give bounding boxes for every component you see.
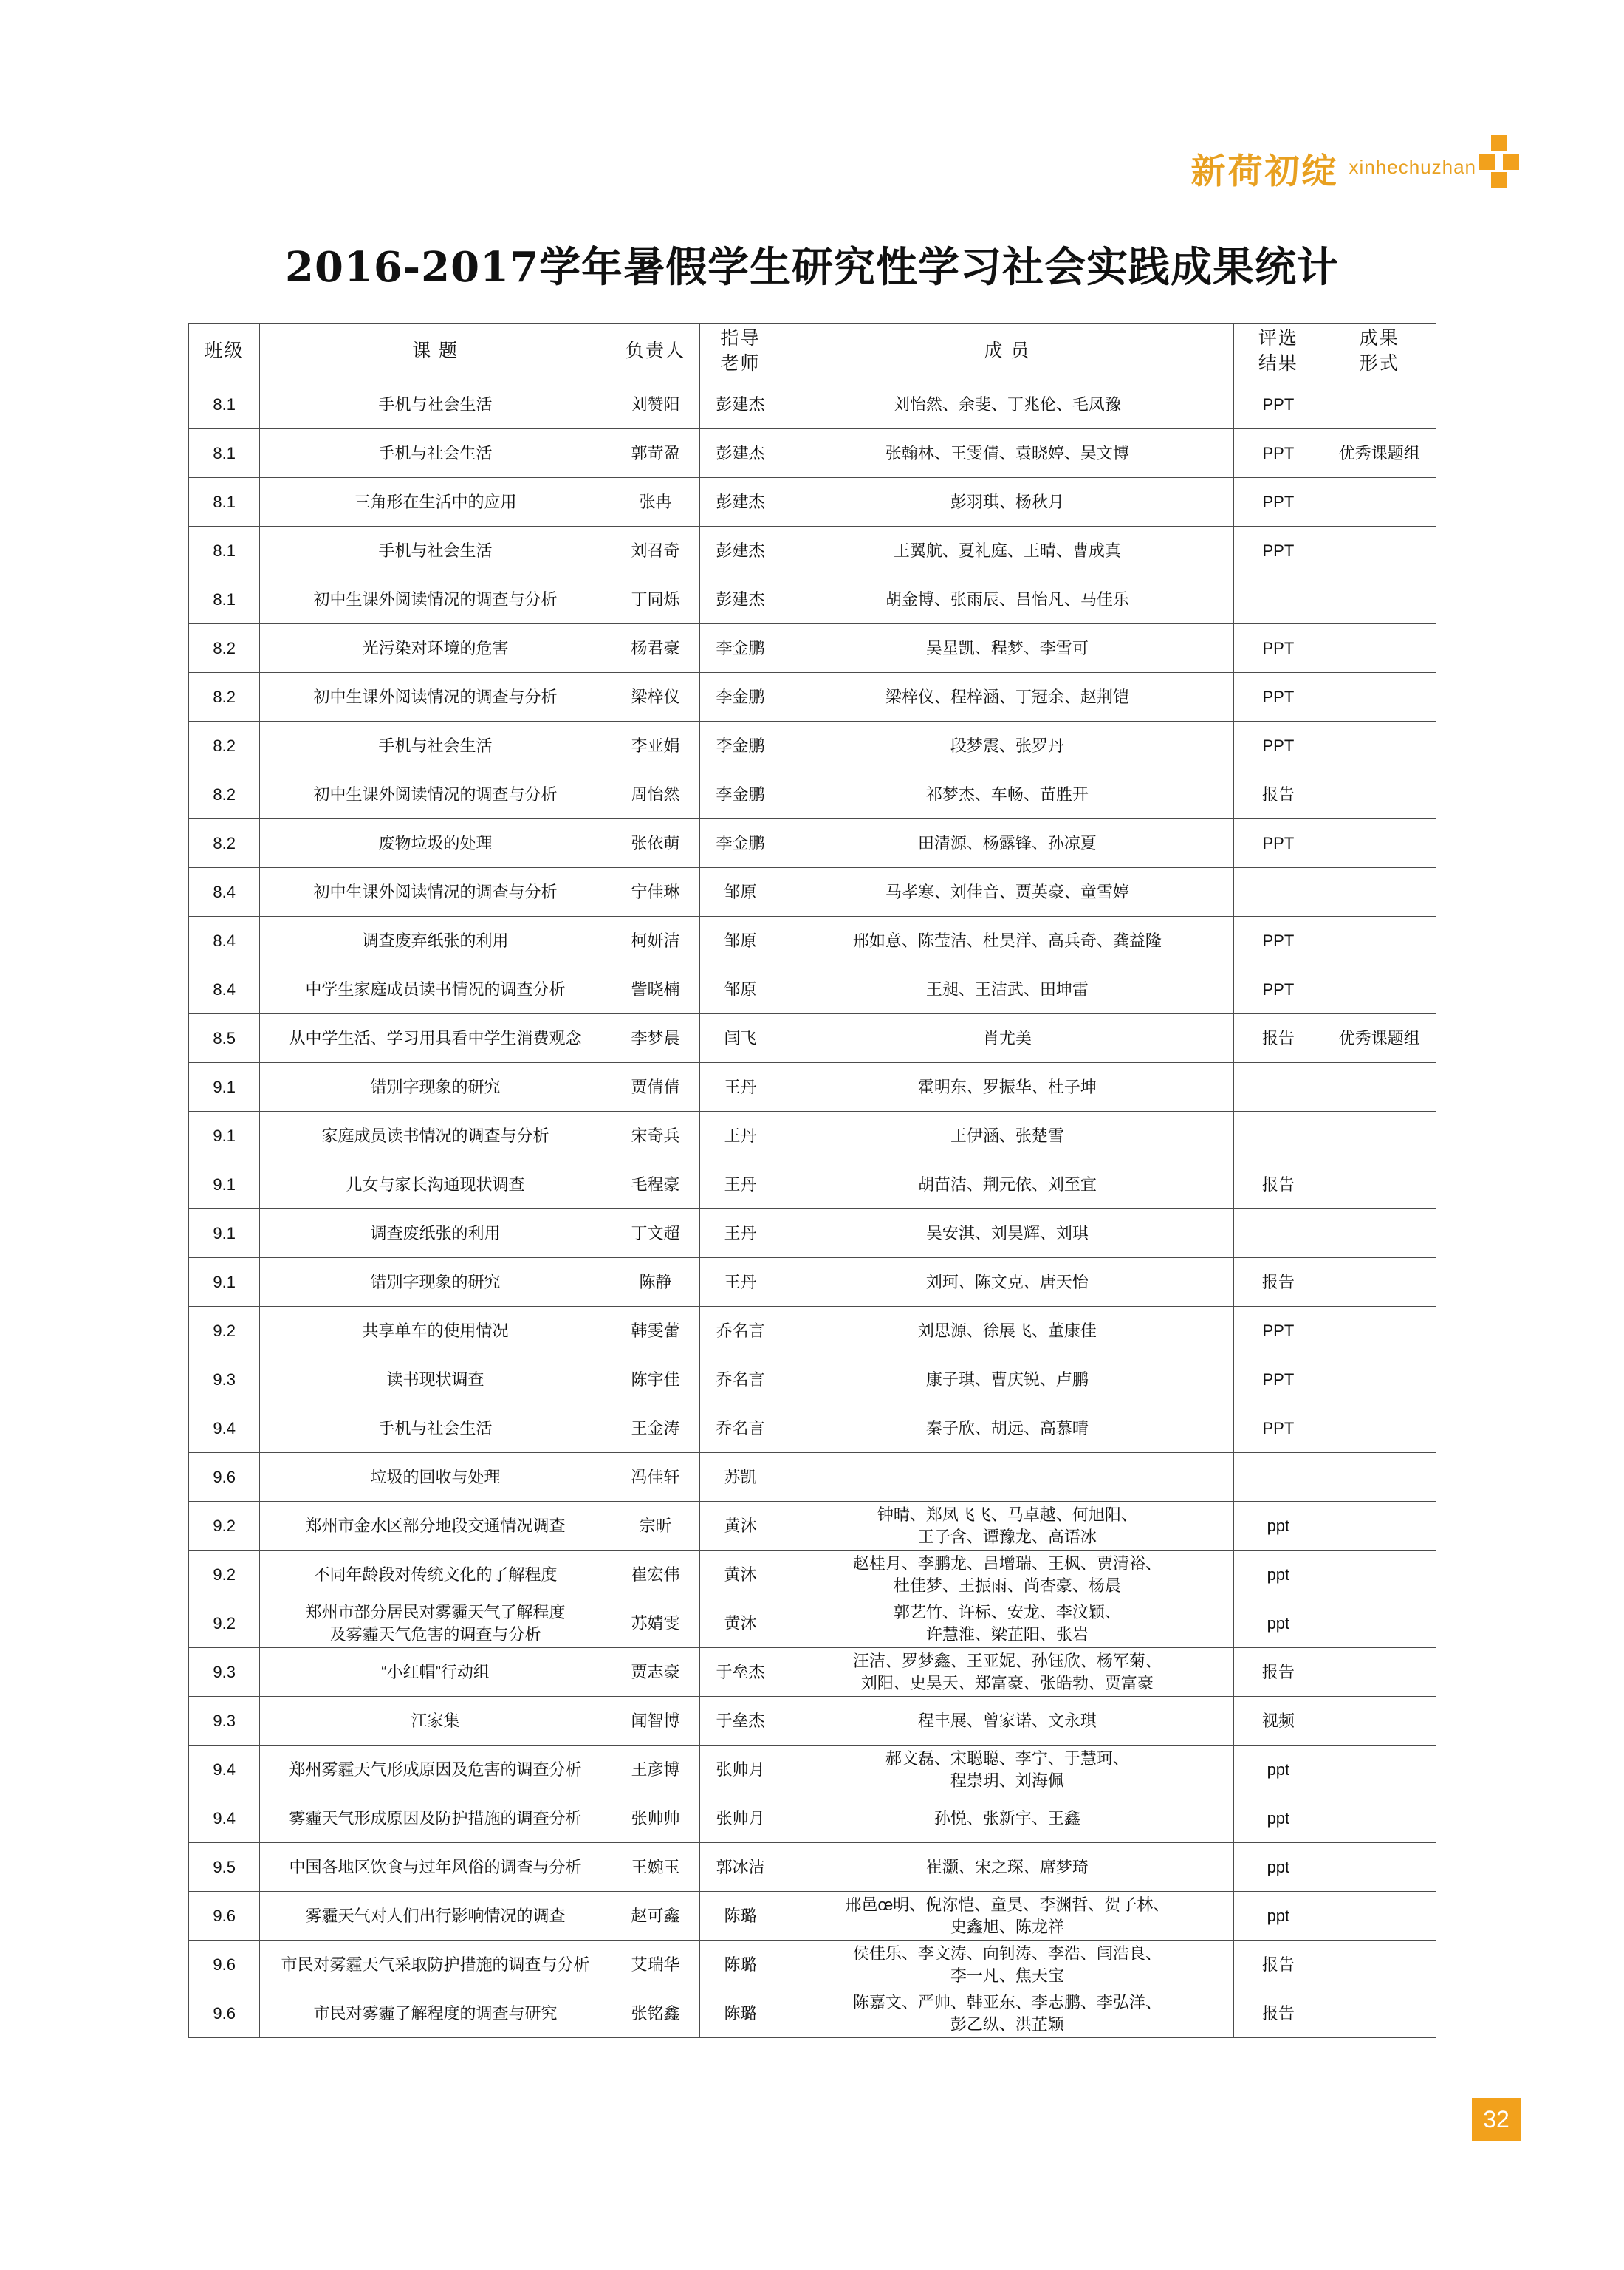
cell-teacher: 王丹 (700, 1209, 781, 1258)
cell-leader: 赵可鑫 (611, 1892, 699, 1941)
cell-members: 肖尤美 (781, 1014, 1233, 1063)
cell-topic: 不同年龄段对传统文化的了解程度 (260, 1551, 611, 1599)
cell-class: 8.1 (189, 478, 260, 527)
cell-leader: 丁文超 (611, 1209, 699, 1258)
cell-class: 8.1 (189, 380, 260, 429)
cell-class: 9.3 (189, 1355, 260, 1404)
cell-topic: 雾霾天气形成原因及防护措施的调查分析 (260, 1794, 611, 1843)
table-row (189, 429, 1436, 478)
cell-leader: 杨君豪 (611, 624, 699, 673)
cell-topic: 手机与社会生活 (260, 429, 611, 478)
cell-class: 8.4 (189, 868, 260, 917)
cell-class: 8.2 (189, 673, 260, 722)
cell-topic: “小红帽”行动组 (260, 1648, 611, 1697)
column-header-result-line1: 评选 (1258, 328, 1298, 349)
cell-topic: 江家集 (260, 1697, 611, 1746)
cell-result: PPT (1234, 917, 1323, 965)
column-header-topic: 课 题 (260, 324, 611, 380)
cell-form (1323, 1989, 1436, 2038)
column-header-result-line2: 结果 (1258, 353, 1298, 374)
cell-leader: 周怡然 (611, 770, 699, 819)
cell-leader: 贾志豪 (611, 1648, 699, 1697)
cell-members: 汪洁、罗梦鑫、王亚妮、孙钰欣、杨军菊、 刘阳、史昊天、郑富豪、张皓勃、贾富豪 (781, 1648, 1233, 1697)
column-header-teacher (700, 324, 781, 380)
cell-members: 刘思源、徐展飞、董康佳 (781, 1307, 1233, 1355)
cell-teacher: 王丹 (700, 1112, 781, 1160)
cell-result: ppt (1234, 1794, 1323, 1843)
table-row (189, 1112, 1436, 1160)
cell-form (1323, 770, 1436, 819)
cell-members: 祁梦杰、车畅、苗胜开 (781, 770, 1233, 819)
table-row (189, 1355, 1436, 1404)
cell-teacher: 邹原 (700, 917, 781, 965)
cell-teacher: 于垒杰 (700, 1648, 781, 1697)
cell-topic: 手机与社会生活 (260, 1404, 611, 1453)
cell-class: 8.4 (189, 917, 260, 965)
cell-leader: 王彦博 (611, 1746, 699, 1794)
cell-teacher: 李金鹏 (700, 673, 781, 722)
cell-leader: 刘赞阳 (611, 380, 699, 429)
cell-topic: 错别字现象的研究 (260, 1258, 611, 1307)
cell-leader: 梁梓仪 (611, 673, 699, 722)
page-number-badge: 32 (1472, 2098, 1521, 2141)
cell-leader: 崔宏伟 (611, 1551, 699, 1599)
cell-topic: 调查废弃纸张的利用 (260, 917, 611, 965)
cell-members: 马孝寒、刘佳音、贾英豪、童雪婷 (781, 868, 1233, 917)
cell-class: 9.6 (189, 1453, 260, 1502)
cell-members: 侯佳乐、李文涛、向钊涛、李浩、闫浩良、 李一凡、焦天宝 (781, 1941, 1233, 1989)
cell-members: 程丰展、曾家诺、文永琪 (781, 1697, 1233, 1746)
cell-teacher: 闫飞 (700, 1014, 781, 1063)
table-row (189, 1502, 1436, 1551)
table-row (189, 624, 1436, 673)
cell-members: 孙悦、张新宇、王鑫 (781, 1794, 1233, 1843)
cell-form (1323, 1794, 1436, 1843)
cell-form (1323, 1502, 1436, 1551)
cell-result: 报告 (1234, 1258, 1323, 1307)
column-header-form (1323, 324, 1436, 380)
cell-teacher: 乔名言 (700, 1404, 781, 1453)
cell-leader: 艾瑞华 (611, 1941, 699, 1989)
cell-members: 刘珂、陈文克、唐天怡 (781, 1258, 1233, 1307)
cell-result: ppt (1234, 1502, 1323, 1551)
table-row (189, 1307, 1436, 1355)
cell-class: 9.4 (189, 1794, 260, 1843)
table-row (189, 1404, 1436, 1453)
column-header-class: 班级 (189, 324, 260, 380)
cell-topic: 调查废纸张的利用 (260, 1209, 611, 1258)
square-top-icon (1491, 135, 1507, 151)
cell-teacher: 陈璐 (700, 1892, 781, 1941)
cell-result: 报告 (1234, 770, 1323, 819)
cell-class: 9.6 (189, 1989, 260, 2038)
cell-form (1323, 1453, 1436, 1502)
cell-class: 8.4 (189, 965, 260, 1014)
cell-leader: 訾晓楠 (611, 965, 699, 1014)
cell-result: PPT (1234, 429, 1323, 478)
cell-members: 胡金博、张雨辰、吕怡凡、马佳乐 (781, 575, 1233, 624)
cell-members: 钟晴、郑凤飞飞、马卓越、何旭阳、 王子含、谭豫龙、高语冰 (781, 1502, 1233, 1551)
cell-members: 梁梓仪、程梓涵、丁冠余、赵荆铠 (781, 673, 1233, 722)
column-header-form-line1: 成果 (1359, 328, 1399, 349)
cell-result (1234, 575, 1323, 624)
cell-form (1323, 624, 1436, 673)
cell-form (1323, 722, 1436, 770)
cell-form (1323, 1063, 1436, 1112)
cell-leader: 王金涛 (611, 1404, 699, 1453)
cell-topic: 郑州市金水区部分地段交通情况调查 (260, 1502, 611, 1551)
column-header-teacher-line2: 老师 (720, 353, 761, 374)
cell-topic: 从中学生活、学习用具看中学生消费观念 (260, 1014, 611, 1063)
cell-topic: 初中生课外阅读情况的调查与分析 (260, 673, 611, 722)
table-row (189, 965, 1436, 1014)
table-row (189, 1746, 1436, 1794)
cell-members: 刘怡然、余斐、丁兆伦、毛凤豫 (781, 380, 1233, 429)
cell-form (1323, 575, 1436, 624)
table-row (189, 917, 1436, 965)
cell-form (1323, 1307, 1436, 1355)
cell-leader: 张帅帅 (611, 1794, 699, 1843)
cell-class: 9.4 (189, 1746, 260, 1794)
cell-topic: 初中生课外阅读情况的调查与分析 (260, 868, 611, 917)
cell-form (1323, 380, 1436, 429)
cell-members: 邢邑œ明、倪沵恺、童昊、李渊哲、贺子林、 史鑫旭、陈龙祥 (781, 1892, 1233, 1941)
cell-form (1323, 1209, 1436, 1258)
cell-teacher: 邹原 (700, 965, 781, 1014)
cell-topic: 中学生家庭成员读书情况的调查分析 (260, 965, 611, 1014)
square-right-icon (1503, 154, 1519, 170)
table-row (189, 1258, 1436, 1307)
cell-topic: 错别字现象的研究 (260, 1063, 611, 1112)
cell-result (1234, 868, 1323, 917)
cell-topic: 儿女与家长沟通现状调查 (260, 1160, 611, 1209)
column-header-result (1234, 324, 1323, 380)
cell-result (1234, 1063, 1323, 1112)
cell-members (781, 1453, 1233, 1502)
cell-class: 8.2 (189, 624, 260, 673)
cell-members: 段梦震、张罗丹 (781, 722, 1233, 770)
cell-class: 8.1 (189, 429, 260, 478)
cell-topic: 手机与社会生活 (260, 527, 611, 575)
cell-class: 9.1 (189, 1209, 260, 1258)
cell-topic: 中国各地区饮食与过年风俗的调查与分析 (260, 1843, 611, 1892)
cell-teacher: 陈璐 (700, 1989, 781, 2038)
cell-class: 9.1 (189, 1160, 260, 1209)
cell-result (1234, 1112, 1323, 1160)
cell-topic: 家庭成员读书情况的调查与分析 (260, 1112, 611, 1160)
cell-form (1323, 527, 1436, 575)
cell-members: 王翼航、夏礼庭、王晴、曹成真 (781, 527, 1233, 575)
cell-form (1323, 965, 1436, 1014)
cell-teacher: 乔名言 (700, 1307, 781, 1355)
cell-class: 8.2 (189, 722, 260, 770)
cell-result: ppt (1234, 1551, 1323, 1599)
cell-teacher: 黄沐 (700, 1551, 781, 1599)
cell-members: 王伊涵、张楚雪 (781, 1112, 1233, 1160)
cell-result: PPT (1234, 624, 1323, 673)
cell-form: 优秀课题组 (1323, 1014, 1436, 1063)
cell-members: 吴星凯、程梦、李雪可 (781, 624, 1233, 673)
cell-form (1323, 1160, 1436, 1209)
cell-teacher: 李金鹏 (700, 770, 781, 819)
results-table (188, 323, 1436, 2038)
cell-leader: 王婉玉 (611, 1843, 699, 1892)
cell-leader: 李亚娟 (611, 722, 699, 770)
cell-form (1323, 1843, 1436, 1892)
cell-form: 优秀课题组 (1323, 429, 1436, 478)
cell-members: 陈嘉文、严帅、韩亚东、李志鹏、李弘洋、 彭乙纵、洪芷颖 (781, 1989, 1233, 2038)
table-row (189, 575, 1436, 624)
cell-result: PPT (1234, 965, 1323, 1014)
cell-class: 8.2 (189, 770, 260, 819)
cell-members: 王昶、王洁武、田坤雷 (781, 965, 1233, 1014)
cell-result (1234, 1453, 1323, 1502)
table-row (189, 1843, 1436, 1892)
cell-members: 郝文磊、宋聪聪、李宁、于慧珂、 程崇玥、刘海佩 (781, 1746, 1233, 1794)
cell-result: PPT (1234, 722, 1323, 770)
cell-form (1323, 868, 1436, 917)
cell-class: 9.4 (189, 1404, 260, 1453)
brand-pinyin: xinhechuzhan (1349, 156, 1476, 178)
cell-topic: 市民对雾霾了解程度的调查与研究 (260, 1989, 611, 2038)
cell-form (1323, 917, 1436, 965)
cell-leader: 宋奇兵 (611, 1112, 699, 1160)
cell-topic: 手机与社会生活 (260, 380, 611, 429)
table-row (189, 380, 1436, 429)
cell-class: 9.1 (189, 1063, 260, 1112)
cell-form (1323, 1404, 1436, 1453)
cell-form (1323, 1892, 1436, 1941)
cell-class: 9.2 (189, 1307, 260, 1355)
cell-class: 9.5 (189, 1843, 260, 1892)
cell-teacher: 陈璐 (700, 1941, 781, 1989)
column-header-leader: 负责人 (611, 324, 699, 380)
cell-members: 崔灏、宋之琛、席梦琦 (781, 1843, 1233, 1892)
cell-result (1234, 1209, 1323, 1258)
cell-class: 9.6 (189, 1941, 260, 1989)
cell-result: PPT (1234, 673, 1323, 722)
cell-teacher: 张帅月 (700, 1746, 781, 1794)
table-row (189, 1551, 1436, 1599)
cell-leader: 陈宇佳 (611, 1355, 699, 1404)
cell-topic: 手机与社会生活 (260, 722, 611, 770)
cell-form (1323, 1112, 1436, 1160)
cell-form (1323, 1648, 1436, 1697)
results-table-wrapper (188, 323, 1436, 2038)
cell-result: 报告 (1234, 1160, 1323, 1209)
cell-class: 9.2 (189, 1551, 260, 1599)
cell-teacher: 王丹 (700, 1258, 781, 1307)
cell-topic: 共享单车的使用情况 (260, 1307, 611, 1355)
table-row (189, 868, 1436, 917)
cell-class: 9.2 (189, 1599, 260, 1648)
cell-form (1323, 1355, 1436, 1404)
table-row (189, 1063, 1436, 1112)
brand-title: 新荷初绽 (1190, 151, 1339, 192)
table-row (189, 478, 1436, 527)
cell-teacher: 彭建杰 (700, 527, 781, 575)
cell-members: 秦子欣、胡远、高慕晴 (781, 1404, 1233, 1453)
table-row (189, 1794, 1436, 1843)
cell-topic: 郑州市部分居民对雾霾天气了解程度 及雾霾天气危害的调查与分析 (260, 1599, 611, 1648)
cell-members: 吴安淇、刘昊辉、刘琪 (781, 1209, 1233, 1258)
table-row (189, 673, 1436, 722)
cell-result: PPT (1234, 1307, 1323, 1355)
cell-teacher: 彭建杰 (700, 478, 781, 527)
cell-members: 赵桂月、李鹏龙、吕增瑞、王枫、贾清裕、 杜佳梦、王振雨、尚杏豪、杨晨 (781, 1551, 1233, 1599)
table-row (189, 819, 1436, 868)
cell-leader: 闻智博 (611, 1697, 699, 1746)
table-row (189, 1160, 1436, 1209)
cell-form (1323, 1746, 1436, 1794)
cell-topic: 初中生课外阅读情况的调查与分析 (260, 575, 611, 624)
table-row (189, 1941, 1436, 1989)
cell-form (1323, 1697, 1436, 1746)
cell-topic: 废物垃圾的处理 (260, 819, 611, 868)
cell-leader: 丁同烁 (611, 575, 699, 624)
cell-leader: 贾倩倩 (611, 1063, 699, 1112)
cell-teacher: 乔名言 (700, 1355, 781, 1404)
cell-class: 8.1 (189, 575, 260, 624)
decorative-squares (1479, 135, 1521, 188)
cell-teacher: 彭建杰 (700, 429, 781, 478)
cell-members: 霍明东、罗振华、杜子坤 (781, 1063, 1233, 1112)
table-row (189, 527, 1436, 575)
table-row (189, 1599, 1436, 1648)
cell-result: ppt (1234, 1599, 1323, 1648)
page-title: 2016-2017学年暑假学生研究性学习社会实践成果统计 (285, 243, 1339, 292)
cell-topic: 郑州雾霾天气形成原因及危害的调查分析 (260, 1746, 611, 1794)
table-row (189, 722, 1436, 770)
table-row (189, 1892, 1436, 1941)
cell-leader: 郭苛盈 (611, 429, 699, 478)
cell-leader: 毛程豪 (611, 1160, 699, 1209)
cell-teacher: 王丹 (700, 1160, 781, 1209)
cell-topic: 雾霾天气对人们出行影响情况的调查 (260, 1892, 611, 1941)
cell-form (1323, 673, 1436, 722)
cell-teacher: 郭冰洁 (700, 1843, 781, 1892)
cell-teacher: 于垒杰 (700, 1697, 781, 1746)
cell-class: 8.2 (189, 819, 260, 868)
table-body (189, 380, 1436, 2038)
cell-leader: 柯妍洁 (611, 917, 699, 965)
cell-form (1323, 819, 1436, 868)
table-row (189, 1014, 1436, 1063)
cell-leader: 苏婧雯 (611, 1599, 699, 1648)
cell-result: PPT (1234, 380, 1323, 429)
cell-leader: 张依萌 (611, 819, 699, 868)
table-row (189, 1453, 1436, 1502)
cell-leader: 张冉 (611, 478, 699, 527)
column-header-form-line2: 形式 (1359, 353, 1399, 374)
cell-members: 郭艺竹、许标、安龙、李汶颖、 许慧淮、梁芷阳、张岩 (781, 1599, 1233, 1648)
cell-teacher: 李金鹏 (700, 819, 781, 868)
cell-teacher: 王丹 (700, 1063, 781, 1112)
cell-teacher: 彭建杰 (700, 380, 781, 429)
cell-class: 8.5 (189, 1014, 260, 1063)
cell-teacher: 苏凯 (700, 1453, 781, 1502)
cell-members: 张翰林、王雯倩、袁晓婷、吴文博 (781, 429, 1233, 478)
cell-result: PPT (1234, 1404, 1323, 1453)
cell-form (1323, 478, 1436, 527)
cell-form (1323, 1551, 1436, 1599)
cell-teacher: 邹原 (700, 868, 781, 917)
cell-members: 胡苗洁、荆元依、刘至宜 (781, 1160, 1233, 1209)
cell-result: PPT (1234, 1355, 1323, 1404)
cell-topic: 市民对雾霾天气采取防护措施的调查与分析 (260, 1941, 611, 1989)
cell-result: ppt (1234, 1843, 1323, 1892)
cell-form (1323, 1599, 1436, 1648)
cell-result: PPT (1234, 478, 1323, 527)
table-row (189, 1209, 1436, 1258)
cell-class: 9.3 (189, 1648, 260, 1697)
cell-class: 9.2 (189, 1502, 260, 1551)
cell-result: 视频 (1234, 1697, 1323, 1746)
cell-leader: 李梦晨 (611, 1014, 699, 1063)
table-row (189, 1697, 1436, 1746)
cell-leader: 张铭鑫 (611, 1989, 699, 2038)
cell-members: 邢如意、陈莹洁、杜昊洋、高兵奇、龚益隆 (781, 917, 1233, 965)
cell-teacher: 黄沐 (700, 1599, 781, 1648)
cell-leader: 宗昕 (611, 1502, 699, 1551)
cell-class: 9.1 (189, 1258, 260, 1307)
cell-topic: 三角形在生活中的应用 (260, 478, 611, 527)
cell-result: 报告 (1234, 1989, 1323, 2038)
cell-teacher: 彭建杰 (700, 575, 781, 624)
square-left-icon (1479, 154, 1495, 170)
cell-members: 彭羽琪、杨秋月 (781, 478, 1233, 527)
table-row (189, 1989, 1436, 2038)
cell-topic: 光污染对环境的危害 (260, 624, 611, 673)
cell-form (1323, 1941, 1436, 1989)
cell-result: ppt (1234, 1746, 1323, 1794)
cell-result: PPT (1234, 819, 1323, 868)
cell-leader: 韩雯蕾 (611, 1307, 699, 1355)
cell-result: ppt (1234, 1892, 1323, 1941)
cell-leader: 冯佳轩 (611, 1453, 699, 1502)
cell-topic: 读书现状调查 (260, 1355, 611, 1404)
cell-form (1323, 1258, 1436, 1307)
column-header-members: 成 员 (781, 324, 1233, 380)
cell-teacher: 李金鹏 (700, 624, 781, 673)
table-header-row (189, 324, 1436, 380)
cell-teacher: 张帅月 (700, 1794, 781, 1843)
cell-result: 报告 (1234, 1648, 1323, 1697)
cell-leader: 陈静 (611, 1258, 699, 1307)
square-bottom-icon (1491, 172, 1507, 188)
cell-result: 报告 (1234, 1941, 1323, 1989)
cell-leader: 刘召奇 (611, 527, 699, 575)
column-header-teacher-line1: 指导 (720, 328, 761, 349)
cell-topic: 垃圾的回收与处理 (260, 1453, 611, 1502)
cell-class: 8.1 (189, 527, 260, 575)
cell-teacher: 李金鹏 (700, 722, 781, 770)
cell-class: 9.3 (189, 1697, 260, 1746)
cell-leader: 宁佳琳 (611, 868, 699, 917)
cell-result: 报告 (1234, 1014, 1323, 1063)
cell-members: 康子琪、曹庆锐、卢鹏 (781, 1355, 1233, 1404)
cell-topic: 初中生课外阅读情况的调查与分析 (260, 770, 611, 819)
publication-header (1191, 144, 1476, 194)
cell-class: 9.6 (189, 1892, 260, 1941)
cell-members: 田清源、杨露锋、孙凉夏 (781, 819, 1233, 868)
table-row (189, 1648, 1436, 1697)
cell-teacher: 黄沐 (700, 1502, 781, 1551)
table-row (189, 770, 1436, 819)
cell-class: 9.1 (189, 1112, 260, 1160)
cell-result: PPT (1234, 527, 1323, 575)
